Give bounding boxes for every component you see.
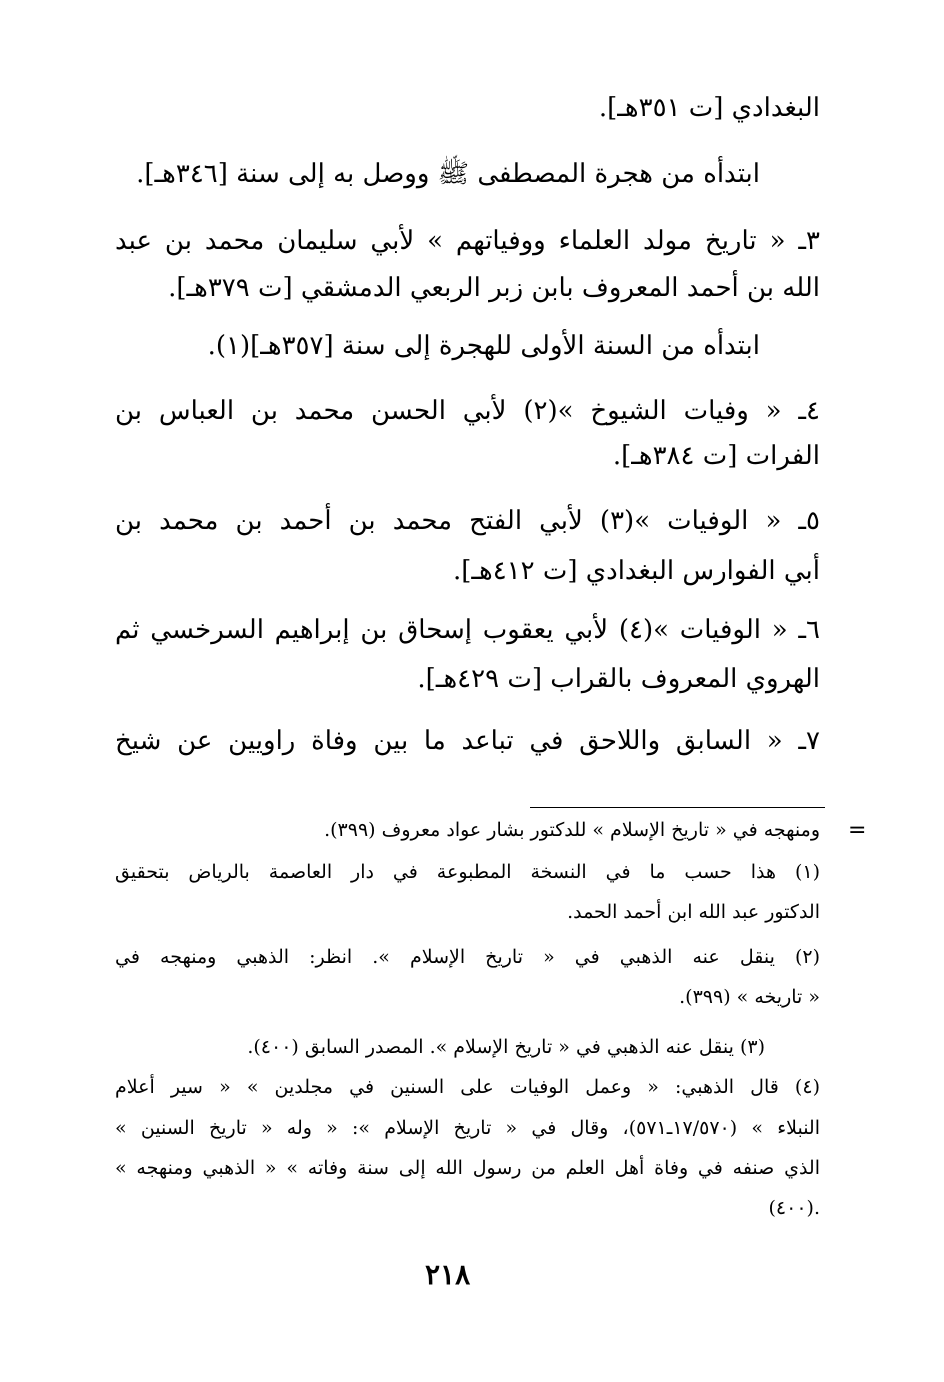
footnote-3: (٣) ينقل عنه الذهبي في « تاريخ الإسلام ». المصدر السابق (٤٠٠).: [247, 1036, 765, 1058]
footnote-continued: ومنهجه في « تاريخ الإسلام » للدكتور بشار عواد معروف (٣٩٩).: [324, 819, 820, 841]
main-line-9: أبي الفوارس البغدادي [ت ٤١٢هـ].: [452, 556, 820, 586]
footnote-4-line-3: الذي صنفه في وفاة أهل العلم من رسول الله إلى سنة وفاته » « الذهبي ومنهجه »: [115, 1157, 820, 1179]
main-line-12: ٧ـ « السابق واللاحق في تباعد ما بين وفاة راويين عن شيخ: [115, 726, 820, 756]
main-line-2: ابتدأه من هجرة المصطفى ﷺ ووصل به إلى سنة [٣٤٦هـ].: [136, 159, 760, 189]
footnote-4-line-4: (٤٠٠).: [768, 1197, 820, 1219]
footnote-4-line-2: النبلاء » (١٧/٥٧٠ـ٥٧١)، وقال في « تاريخ الإسلام »: « وله « تاريخ السنين »: [115, 1117, 820, 1139]
main-line-5: ابتدأه من السنة الأولى للهجرة إلى سنة [٣٥٧هـ](١).: [207, 331, 760, 361]
main-line-7: الفرات [ت ٣٨٤هـ].: [612, 441, 820, 471]
main-line-6: ٤ـ « وفيات الشيوخ »(٢) لأبي الحسن محمد بن العباس بن: [115, 396, 820, 426]
footnote-continuation-mark: =: [848, 818, 867, 843]
main-line-11: الهروي المعروف بالقراب [ت ٤٢٩هـ].: [417, 664, 820, 694]
main-line-3: ٣ـ « تاريخ مولد العلماء ووفياتهم » لأبي سليمان محمد بن عبد: [115, 226, 820, 256]
main-line-4: الله بن أحمد المعروف بابن زبر الربعي الدمشقي [ت ٣٧٩هـ].: [168, 273, 820, 303]
footnote-4-line-1: (٤) قال الذهبي: « وعمل الوفيات على السنين في مجلدين » « سير أعلام: [115, 1076, 820, 1098]
main-line-8: ٥ـ « الوفيات »(٣) لأبي الفتح محمد بن أحمد بن محمد بن: [115, 506, 820, 536]
footnote-2-line-1: (٢) ينقل عنه الذهبي في « تاريخ الإسلام ». انظر: الذهبي ومنهجه في: [115, 946, 820, 968]
page-number: ٢١٨: [425, 1258, 471, 1291]
footnote-1-line-2: الدكتور عبد الله ابن أحمد الحمد.: [567, 901, 820, 923]
main-line-1: البغدادي [ت ٣٥١هـ].: [598, 93, 820, 123]
footnote-1-line-1: (١) هذا حسب ما في النسخة المطبوعة في دار العاصمة بالرياض بتحقيق: [115, 861, 820, 883]
footnote-separator: [530, 807, 825, 808]
footnote-2-line-2: « تاريخه » (٣٩٩).: [679, 986, 820, 1008]
main-line-10: ٦ـ « الوفيات »(٤) لأبي يعقوب إسحاق بن إبراهيم السرخسي ثم: [115, 615, 820, 645]
